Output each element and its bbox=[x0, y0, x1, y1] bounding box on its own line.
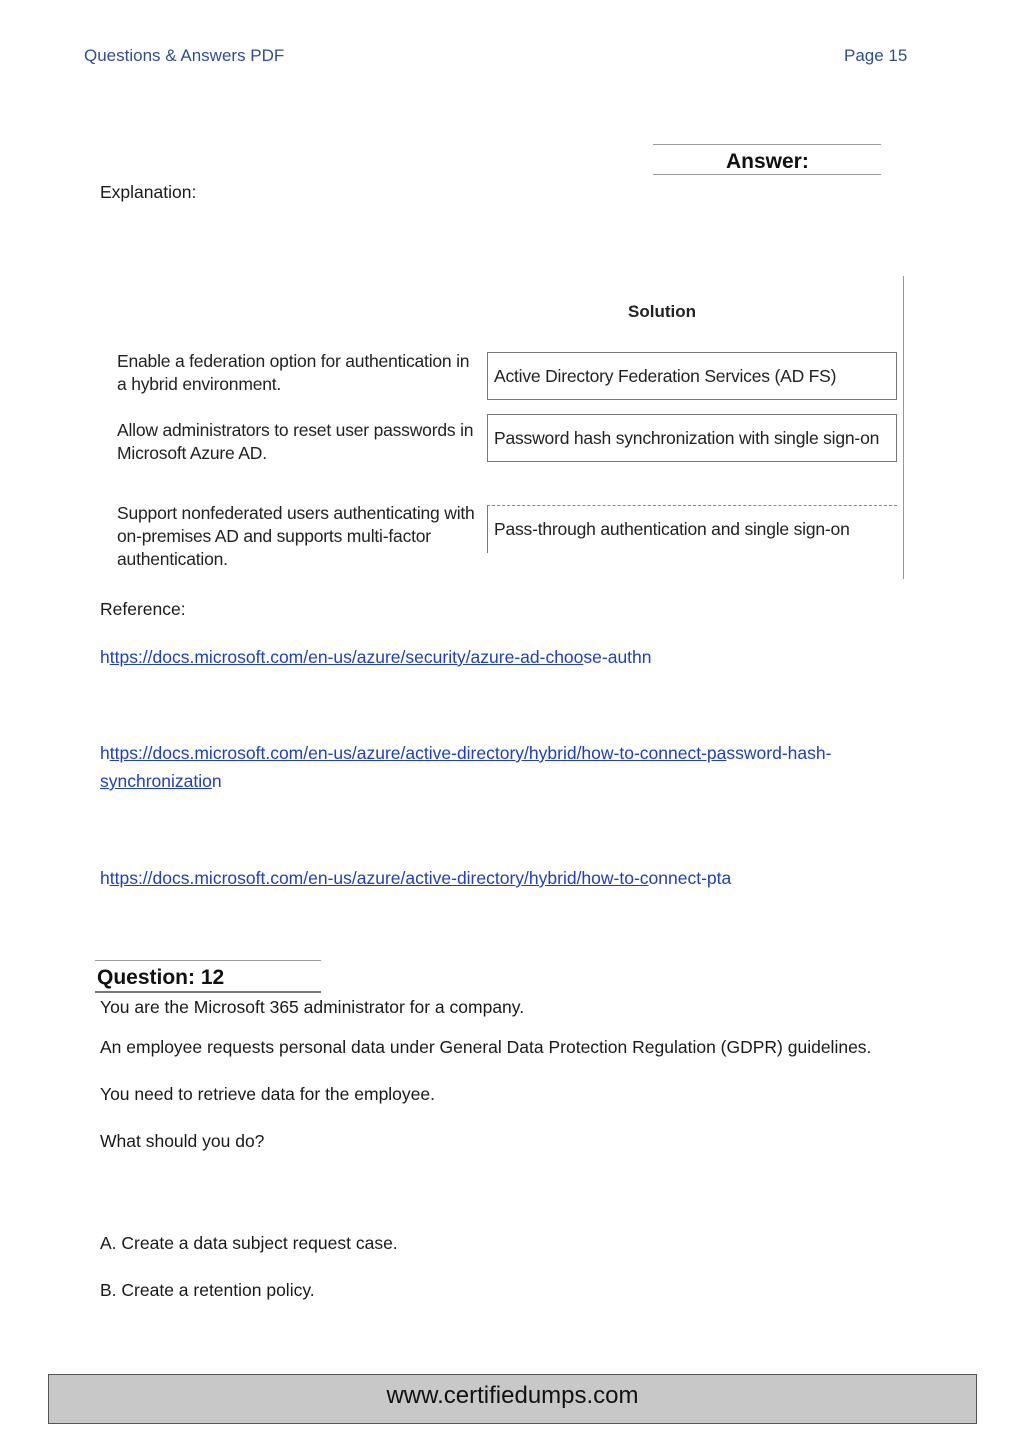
reference-link-3-post: onnect-pta bbox=[648, 868, 732, 888]
question-line-4: What should you do? bbox=[100, 1131, 265, 1151]
question-line-1: You are the Microsoft 365 administrator for a company. bbox=[100, 997, 525, 1017]
reference-link-2-post: ssword-hash- bbox=[726, 743, 832, 763]
reference-link-2-line2[interactable] bbox=[100, 771, 222, 792]
question-line-3: You need to retrieve data for the employee. bbox=[100, 1084, 435, 1104]
answer-top-rule bbox=[653, 144, 881, 145]
page-number: Page 15 bbox=[844, 46, 908, 65]
reference-link-1-pre: h bbox=[100, 647, 110, 667]
reference-link-1-underlined: ttps://docs.microsoft.com/en-us/azure/security/azure-ad-choo bbox=[109, 647, 584, 667]
question-line-2: An employee requests personal data under General Data Protection Regulation (GDPR) guidelines. bbox=[100, 1037, 872, 1057]
footer-url[interactable]: www.certifiedumps.com bbox=[386, 1382, 639, 1409]
reference-link-2[interactable] bbox=[100, 743, 831, 764]
solution-requirement-3: Support nonfederated users authenticating with on-premises AD and supports multi-factor authentication. bbox=[117, 503, 475, 569]
answer-label: Answer: bbox=[726, 150, 809, 173]
solution-requirement-1: Enable a federation option for authentication in a hybrid environment. bbox=[117, 351, 470, 394]
question-title: Question: 12 bbox=[97, 966, 225, 989]
reference-link-2-line2-underlined: synchronizatio bbox=[100, 771, 212, 791]
reference-link-2-pre: h bbox=[100, 743, 110, 763]
reference-link-1[interactable] bbox=[100, 647, 652, 668]
reference-link-2-line2-post: n bbox=[211, 771, 222, 791]
solution-answer-1: Active Directory Federation Services (AD FS) bbox=[487, 352, 897, 400]
solution-figure-border bbox=[903, 276, 904, 579]
solution-answer-3: Pass-through authentication and single sign-on bbox=[487, 505, 897, 553]
reference-link-3[interactable] bbox=[100, 868, 731, 889]
reference-link-3-underlined: ttps://docs.microsoft.com/en-us/azure/active-directory/hybrid/how-to-c bbox=[109, 868, 649, 888]
option-a: A. Create a data subject request case. bbox=[100, 1233, 398, 1253]
reference-link-2-underlined: ttps://docs.microsoft.com/en-us/azure/active-directory/hybrid/how-to-connect-pa bbox=[109, 743, 727, 763]
solution-answer-2: Password hash synchronization with single sign-on bbox=[487, 414, 897, 462]
header-title: Questions & Answers PDF bbox=[84, 46, 285, 65]
explanation-label: Explanation: bbox=[100, 182, 197, 202]
solution-title: Solution bbox=[628, 302, 696, 321]
reference-link-1-post: se-authn bbox=[583, 647, 652, 667]
solution-requirement-2: Allow administrators to reset user passwords in Microsoft Azure AD. bbox=[117, 420, 474, 463]
answer-bottom-rule bbox=[653, 174, 881, 175]
option-b: B. Create a retention policy. bbox=[100, 1280, 315, 1300]
reference-link-3-pre: h bbox=[100, 868, 110, 888]
question-bottom-rule bbox=[95, 991, 321, 993]
footer-banner bbox=[48, 1374, 977, 1424]
reference-label: Reference: bbox=[100, 599, 186, 619]
question-top-rule bbox=[95, 960, 321, 961]
